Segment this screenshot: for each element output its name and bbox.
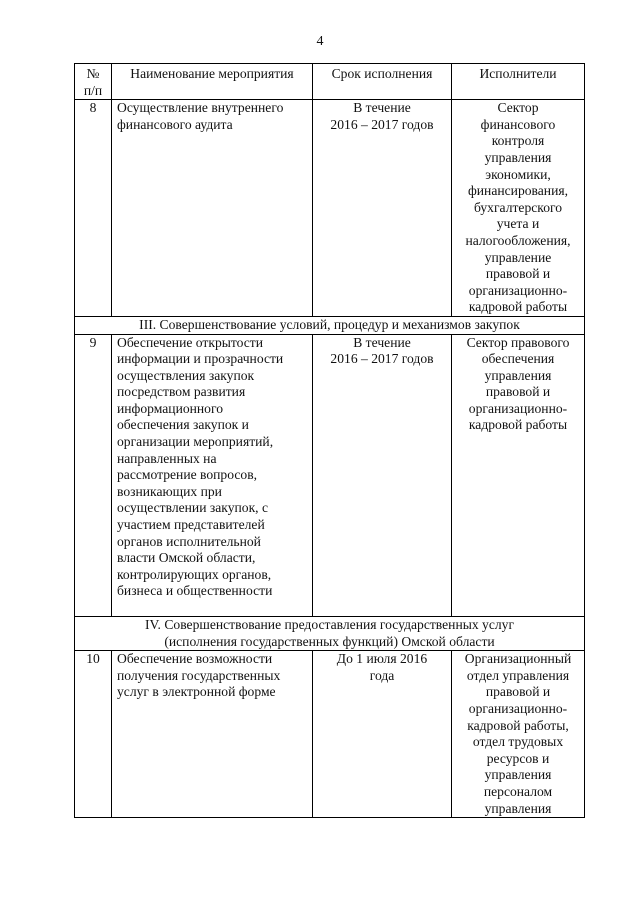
- plan-table: [74, 63, 585, 818]
- section-heading-row: [75, 617, 585, 651]
- header-activity-name: Наименование мероприятия: [112, 64, 313, 100]
- activity-name: Осуществление внутреннего финансового аудита: [112, 100, 313, 317]
- header-executors: Исполнители: [452, 64, 585, 100]
- table-header-row: [75, 64, 585, 100]
- executors: Сектор финансового контроля управления экономики, финансирования, бухгалтерского учета и налогообложения, управление правовой и организационно- кадровой работы: [452, 100, 585, 317]
- row-number: 8: [75, 100, 112, 317]
- activity-name: Обеспечение открытости информации и прозрачности осуществления закупок посредством развития информационного обеспечения закупок и организации мероприятий, направленных на рассмотрение вопросов, возникающих при осуществлении закупок, с участием представителей органов исполнительной власти Омской области, контролирующих органов, бизнеса и общественности: [112, 334, 313, 617]
- term: В течение 2016 – 2017 годов: [313, 100, 452, 317]
- row-number: 9: [75, 334, 112, 617]
- page-number: 4: [316, 34, 324, 49]
- row-number: 10: [75, 651, 112, 818]
- section-heading-row: [75, 316, 585, 334]
- activity-name: Обеспечение возможности получения государственных услуг в электронной форме: [112, 651, 313, 818]
- executors: Сектор правового обеспечения управления правовой и организационно- кадровой работы: [452, 334, 585, 617]
- table-row: [75, 651, 585, 818]
- section-heading: III. Совершенствование условий, процедур и механизмов закупок: [75, 316, 585, 334]
- term: В течение 2016 – 2017 годов: [313, 334, 452, 617]
- executors: Организационный отдел управления правовой и организационно- кадровой работы, отдел трудовых ресурсов и управления персоналом управления: [452, 651, 585, 818]
- term: До 1 июля 2016 года: [313, 651, 452, 818]
- section-heading: IV. Совершенствование предоставления государственных услуг (исполнения государственных функций) Омской области: [75, 617, 585, 651]
- table-row: [75, 334, 585, 617]
- table-row: [75, 100, 585, 317]
- header-number: № п/п: [75, 64, 112, 100]
- header-term: Срок исполнения: [313, 64, 452, 100]
